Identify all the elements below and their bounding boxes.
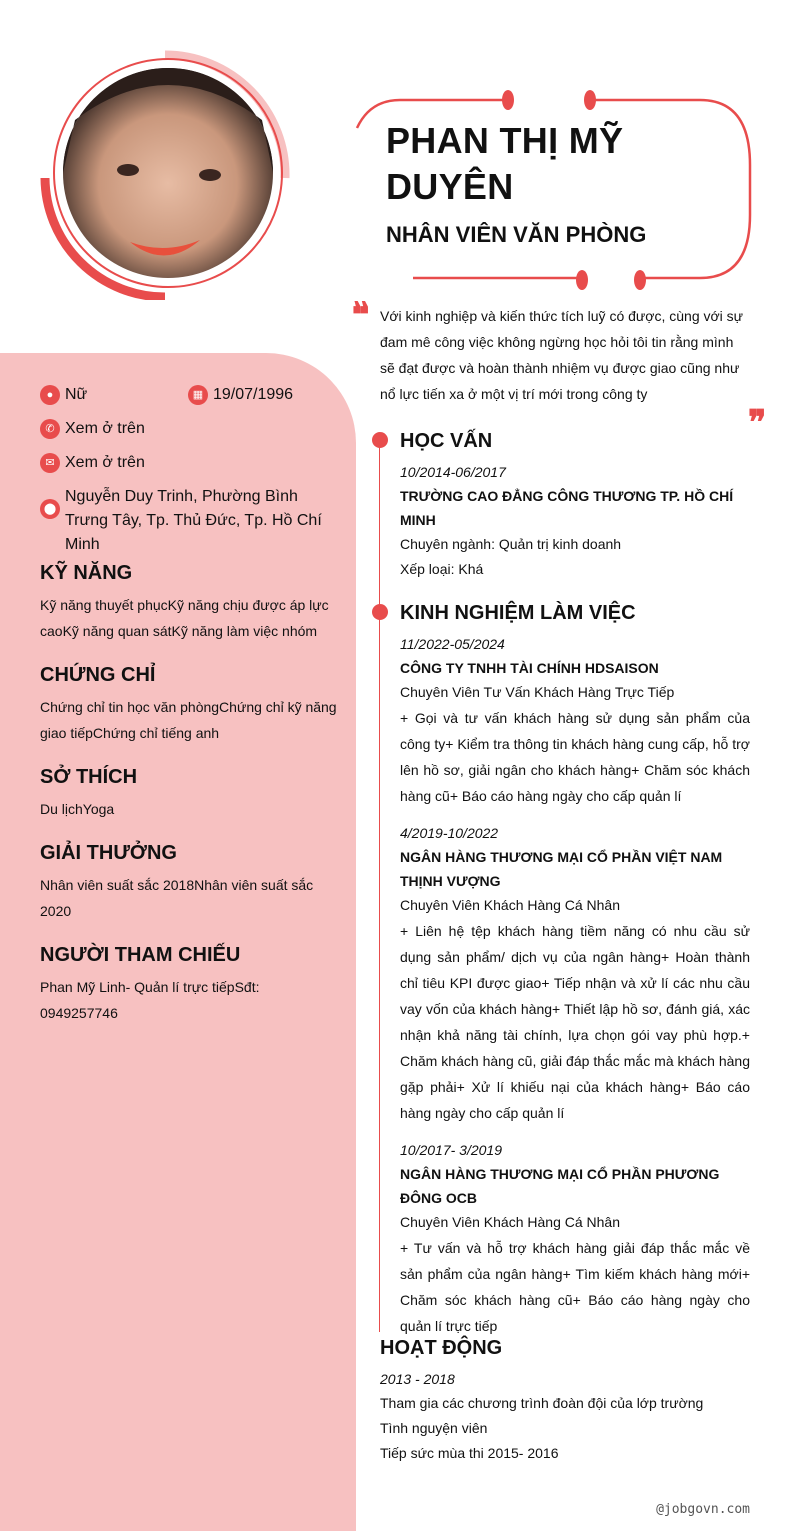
phone-icon: ✆ xyxy=(40,419,60,439)
job-title: NHÂN VIÊN VĂN PHÒNG xyxy=(386,222,647,247)
gender-row xyxy=(40,383,180,407)
activities-section xyxy=(380,1333,750,1466)
user-icon: ● xyxy=(40,385,60,405)
awards-section xyxy=(40,839,340,924)
timeline-line xyxy=(379,435,380,1332)
education-date: 10/2014-06/2017 xyxy=(400,464,506,480)
job-date: 11/2022-05/2024 xyxy=(400,636,505,652)
experience-heading xyxy=(400,598,750,628)
section-text: Nhân viên suất sắc 2018Nhân viên suất sắc 2020 xyxy=(40,877,314,919)
education-major: Chuyên ngành: Quản trị kinh doanh xyxy=(400,536,622,552)
calendar-icon: ▦ xyxy=(188,385,208,405)
timeline-dot xyxy=(372,604,388,620)
job-item xyxy=(400,821,750,1126)
job-position: Chuyên Viên Khách Hàng Cá Nhân xyxy=(400,897,621,913)
job-item xyxy=(400,1138,750,1339)
mail-icon: ✉ xyxy=(40,453,60,473)
job-description: + Liên hệ tệp khách hàng tiềm năng có nhu cầu sử dụng sản phẩm/ dịch vụ của ngân hàng+ Hoàn thành chỉ tiêu KPI được giao+ Tiếp nhận và xử lí các nhu cầu vay vốn của khách hàng+ Thiết lập hồ sơ, đánh giá, xác nhận khả năng tài chính, lựa chọn gói vay phù hợp.+ Chăm khách hàng cũ, giải đáp thắc mắc mà khách hàng gặp phải+ Xử lí khiếu nại của khách hàng+ Báo cáo hàng ngày cho cấp quản lí xyxy=(400,923,750,1121)
job-position: Chuyên Viên Khách Hàng Cá Nhân xyxy=(400,1214,621,1230)
section-title: NGƯỜI THAM CHIẾU xyxy=(40,944,241,966)
timeline-dot xyxy=(372,432,388,448)
section-text: Kỹ năng thuyết phụcKỹ năng chịu được áp lực caoKỹ năng quan sátKỹ năng làm việc nhóm xyxy=(40,597,329,639)
activity-item: Tham gia các chương trình đoàn đội của lớp trường xyxy=(380,1395,704,1411)
birthday-row xyxy=(188,383,348,407)
birthday-value: 19/07/1996 xyxy=(213,386,294,403)
section-text: Du lịchYoga xyxy=(40,801,115,817)
job-date: 4/2019-10/2022 xyxy=(400,825,499,841)
job-item xyxy=(400,632,750,809)
section-title: KINH NGHIỆM LÀM VIỆC xyxy=(400,602,636,624)
phone-value: Xem ở trên xyxy=(65,420,145,437)
section-text: Phan Mỹ Linh- Quản lí trực tiếpSđt: 0949257746 xyxy=(40,979,260,1021)
summary: Với kinh nghiệp và kiến thức tích luỹ có được, cùng với sự đam mê công việc không ngừng học hỏi tôi tin rằng mình sẽ đạt được và hoàn thành nhiệm vụ được giao cũng như nổ lực tiến xa ở một vị trí mới trong công ty xyxy=(380,308,744,402)
skills-section xyxy=(40,559,340,644)
hobbies-section xyxy=(40,763,340,822)
activity-item: Tình nguyện viên xyxy=(380,1420,488,1436)
certificates-section xyxy=(40,661,340,746)
right-column xyxy=(400,426,750,1351)
gender-value: Nữ xyxy=(65,386,88,403)
job-company: CÔNG TY TNHH TÀI CHÍNH HDSAISON xyxy=(400,660,659,676)
email-row xyxy=(40,451,340,475)
location-pin-icon: ⬤ xyxy=(40,499,60,519)
job-company: NGÂN HÀNG THƯƠNG MẠI CỔ PHẦN VIỆT NAM THỊNH VƯỢNG xyxy=(400,849,723,889)
activity-date: 2013 - 2018 xyxy=(380,1371,455,1387)
education-heading xyxy=(400,426,750,456)
experience-section xyxy=(400,598,750,1339)
education-grade: Xếp loại: Khá xyxy=(400,561,484,577)
section-title: SỞ THÍCH xyxy=(40,766,138,788)
candidate-name: PHAN THỊ MỸ DUYÊN xyxy=(386,120,624,207)
activity-item: Tiếp sức mùa thi 2015- 2016 xyxy=(380,1445,559,1461)
address-row xyxy=(40,485,340,557)
section-title: KỸ NĂNG xyxy=(40,562,133,584)
job-description: + Gọi và tư vấn khách hàng sử dụng sản phẩm của công ty+ Kiểm tra thông tin khách hàng cung cấp, hỗ trợ lên hồ sơ, giải ngân cho khách hàng+ Chăm sóc khách hàng cũ+ Báo cáo hàng ngày cho cấp quản lí xyxy=(400,710,750,804)
quote-open-icon: ❞ xyxy=(352,279,371,319)
quote-close-icon: ❞ xyxy=(748,403,767,443)
email-value: Xem ở trên xyxy=(65,454,145,471)
section-title: HOẠT ĐỘNG xyxy=(380,1337,503,1359)
job-company: NGÂN HÀNG THƯƠNG MẠI CỔ PHẦN PHƯƠNG ĐÔNG OCB xyxy=(400,1166,720,1206)
section-text: Chứng chỉ tin học văn phòngChứng chỉ kỹ năng giao tiếpChứng chỉ tiếng anh xyxy=(40,699,337,741)
job-date: 10/2017- 3/2019 xyxy=(400,1142,502,1158)
phone-row xyxy=(40,417,340,441)
job-description: + Tư vấn và hỗ trợ khách hàng giải đáp thắc mắc về sản phẩm của ngân hàng+ Tìm kiếm khách hàng mới+ Chăm sóc khách hàng cũ+ Báo cáo hàng ngày cho quản lí trực tiếp xyxy=(400,1240,750,1334)
section-title: HỌC VẤN xyxy=(400,430,493,452)
education-section xyxy=(400,426,750,582)
address-value: Nguyễn Duy Trinh, Phường Bình Trưng Tây, Tp. Thủ Đức, Tp. Hồ Chí Minh xyxy=(65,488,322,553)
references-section xyxy=(40,941,340,1026)
job-position: Chuyên Viên Tư Vấn Khách Hàng Trực Tiếp xyxy=(400,684,675,700)
section-title: GIẢI THƯỞNG xyxy=(40,842,177,864)
section-title: CHỨNG CHỈ xyxy=(40,664,156,686)
watermark: @jobgovn.com xyxy=(656,1502,750,1517)
education-school: TRƯỜNG CAO ĐẲNG CÔNG THƯƠNG TP. HỒ CHÍ MINH xyxy=(400,488,734,528)
avatar xyxy=(63,68,273,278)
